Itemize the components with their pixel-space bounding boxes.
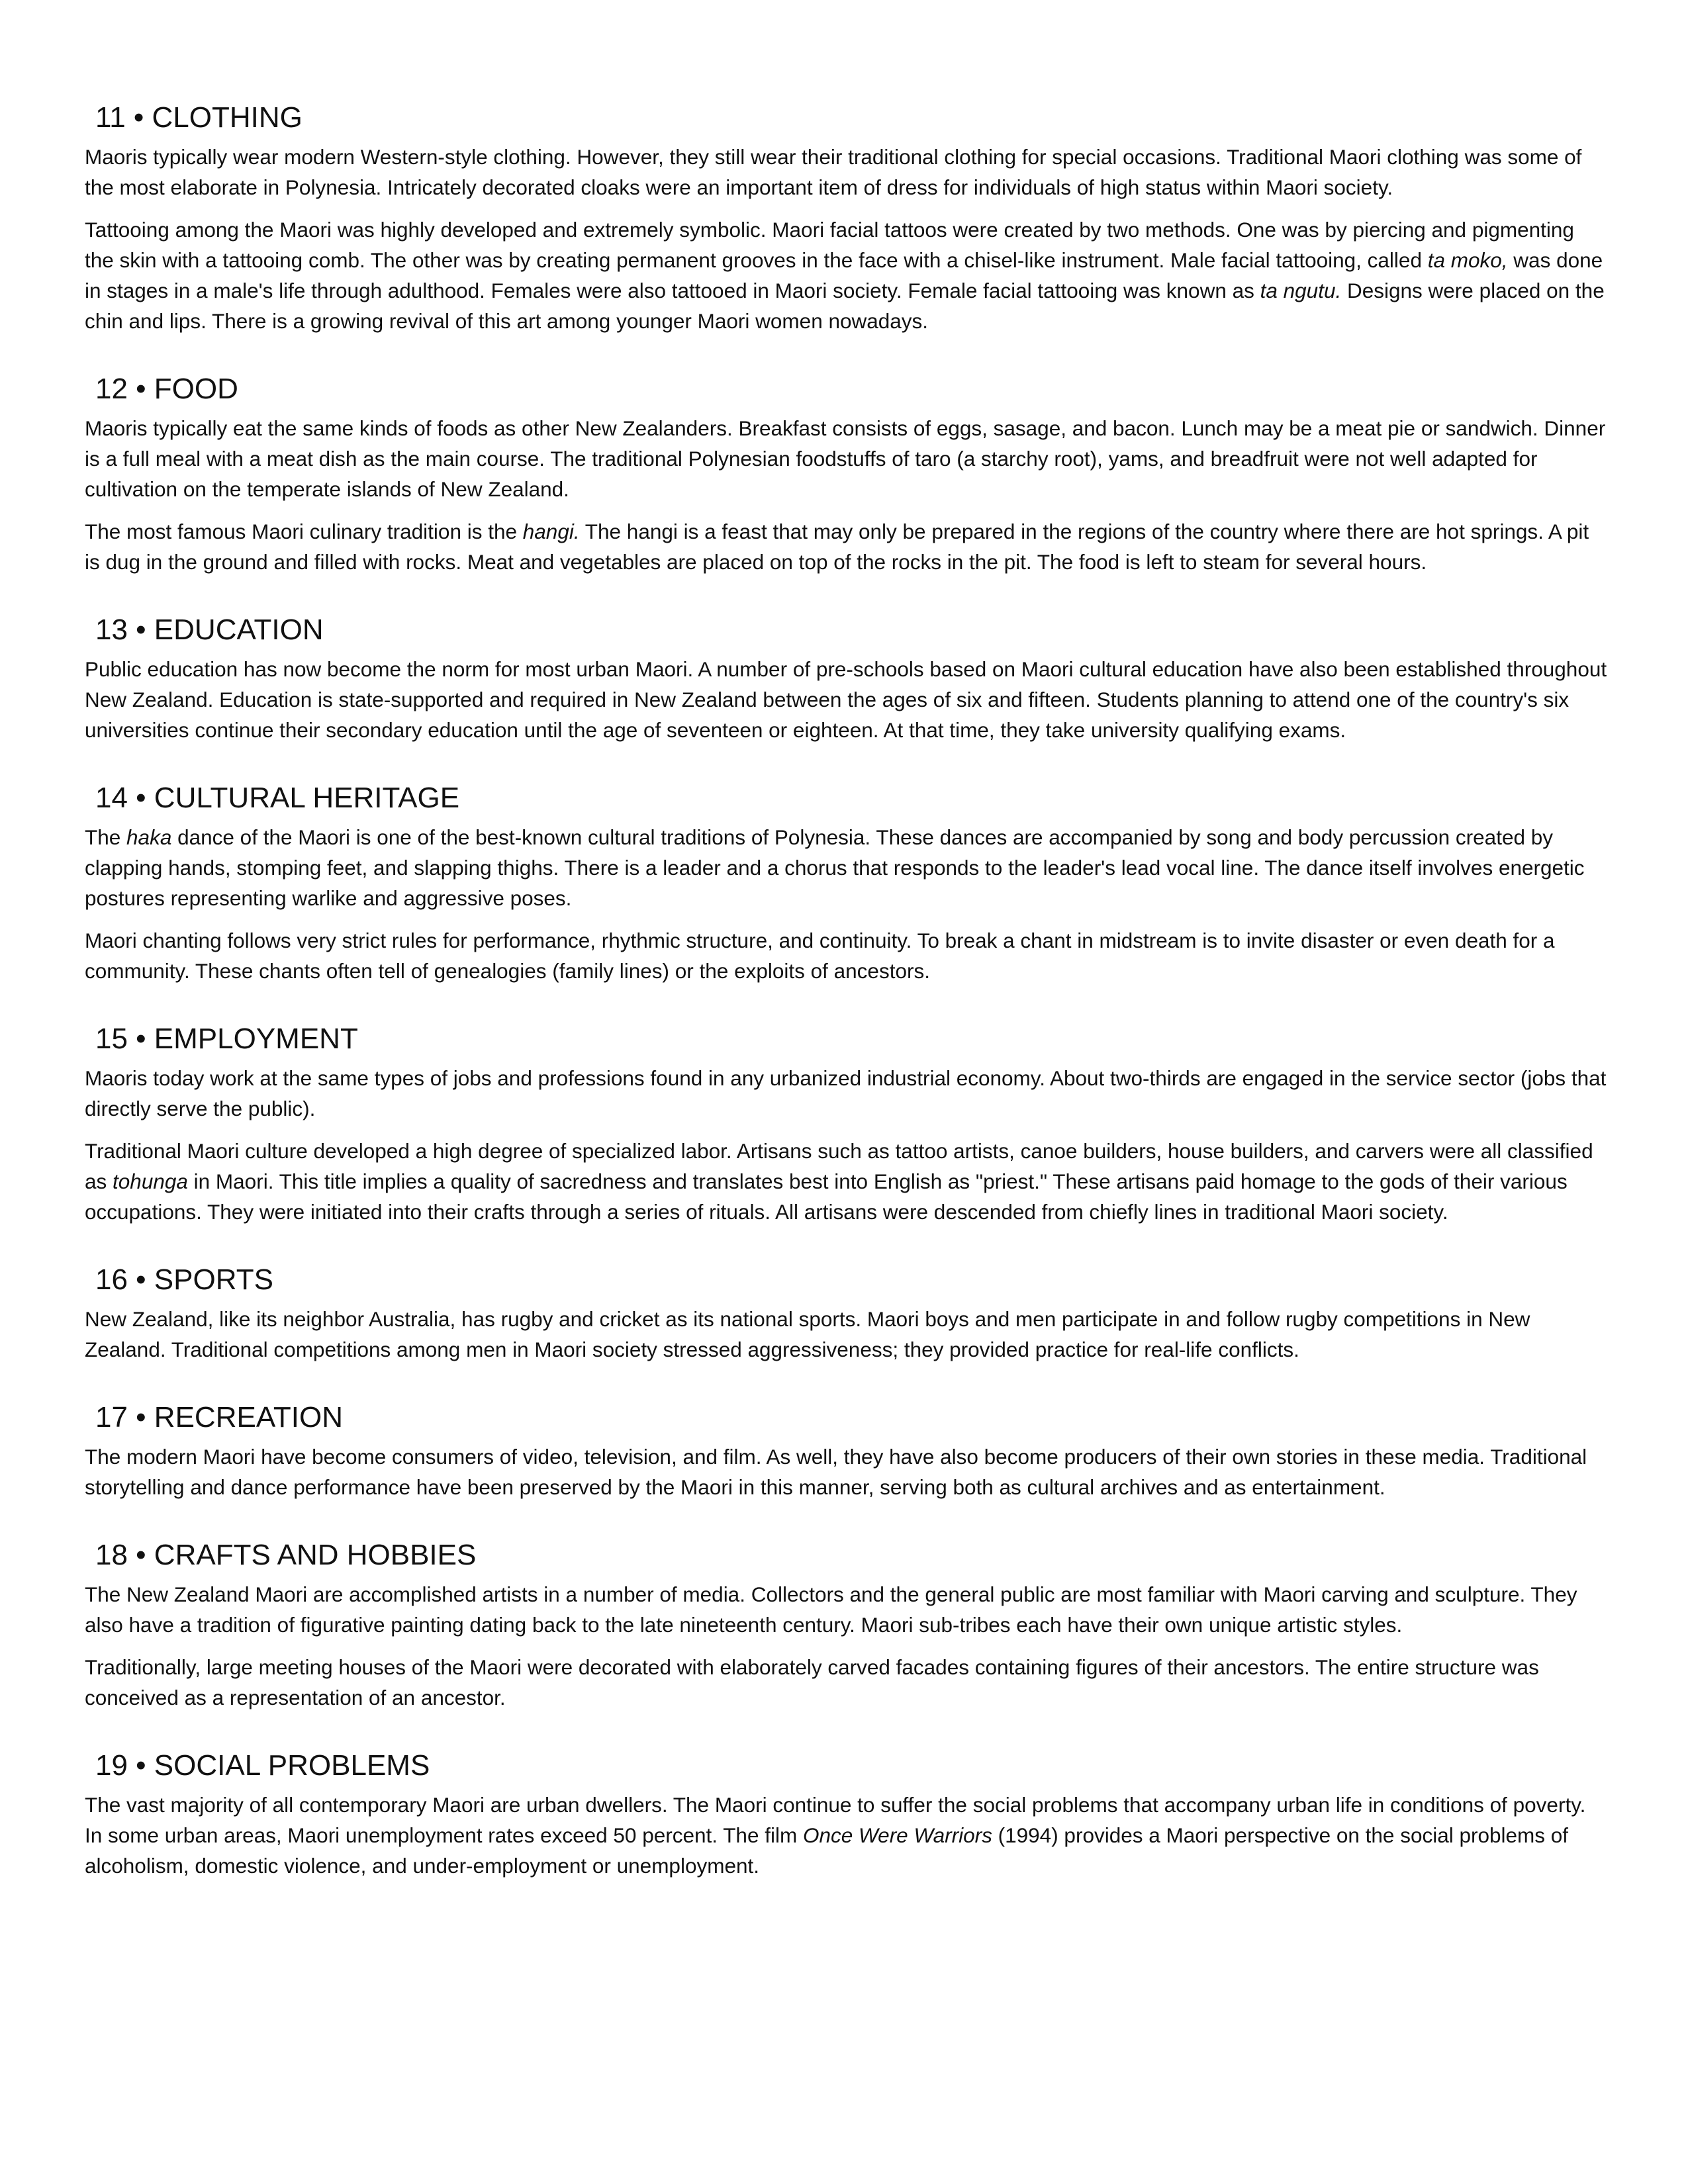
section xyxy=(85,1261,1607,1365)
section-heading: 16 • SPORTS xyxy=(95,1263,273,1296)
text-run: Traditional Maori culture developed a high degree of specialized labor. Artisans such as tattoo artists, canoe builders, house builders, and carvers were all classified as xyxy=(85,1139,1593,1193)
text-run: was done in stages in a male's life through adulthood. Females were also tattooed in Maori society. Female facial tattooing was known as xyxy=(85,248,1603,302)
paragraph xyxy=(85,822,1607,913)
text-run: (1994) provides a Maori perspective on the social problems of alcoholism, domestic violence, and under-employment or unemployment. xyxy=(85,1823,1569,1878)
paragraph xyxy=(85,1441,1607,1502)
section-heading: 13 • EDUCATION xyxy=(95,614,324,646)
text-run: New Zealand, like its neighbor Australia, has rugby and cricket as its national sports. Maori boys and men participate in and follow rugby competitions in New Zealand. Traditional competitions among men in Maori society stressed aggressiveness; they provided practice for real-life conflicts. xyxy=(85,1307,1530,1361)
paragraph xyxy=(85,1063,1607,1124)
paragraph xyxy=(85,925,1607,986)
section xyxy=(85,1747,1607,1881)
italic-term: tohunga xyxy=(113,1169,188,1193)
paragraph xyxy=(85,1136,1607,1227)
text-run: The hangi is a feast that may only be prepared in the regions of the country where there are hot springs. A pit is dug in the ground and filled with rocks. Meat and vegetables are placed on top of the rocks in the pit. The food is left to steam for several hours. xyxy=(85,520,1589,574)
section-heading: 19 • SOCIAL PROBLEMS xyxy=(95,1749,430,1782)
text-run: Maoris typically wear modern Western-style clothing. However, they still wear their traditional clothing for special occasions. Traditional Maori clothing was some of the most elaborate in Polynesia. Intricately decorated cloaks were an important item of dress for individuals of high status within Maori society. xyxy=(85,145,1582,199)
italic-term: haka xyxy=(126,825,172,849)
section xyxy=(85,1537,1607,1713)
text-run: Tattooing among the Maori was highly developed and extremely symbolic. Maori facial tattoos were created by two methods. One was by piercing and pigmenting the skin with a tattooing comb. The other was by creating permanent grooves in the face with a chisel-like instrument. Male facial tattooing, called xyxy=(85,218,1574,272)
section xyxy=(85,99,1607,336)
section-heading: 15 • EMPLOYMENT xyxy=(95,1023,358,1055)
text-run: Maori chanting follows very strict rules for performance, rhythmic structure, and continuity. To break a chant in midstream is to invite disaster or even death for a community. These chants often tell of genealogies (family lines) or the exploits of ancestors. xyxy=(85,929,1555,983)
section-heading: 17 • RECREATION xyxy=(95,1401,343,1433)
text-run: in Maori. This title implies a quality of sacredness and translates best into English as "priest." These artisans paid homage to the gods of their various occupations. They were initiated into their crafts through a series of rituals. All artisans were descended from chiefly lines in traditional Maori society. xyxy=(85,1169,1568,1224)
section-heading: 12 • FOOD xyxy=(95,373,238,405)
paragraph xyxy=(85,1304,1607,1365)
section-heading: 11 • CLOTHING xyxy=(95,101,303,134)
text-run: Traditionally, large meeting houses of the Maori were decorated with elaborately carved facades containing figures of their ancestors. The entire structure was conceived as a representation of an ancestor. xyxy=(85,1655,1539,1709)
paragraph xyxy=(85,214,1607,336)
paragraph xyxy=(85,654,1607,745)
italic-term: ta ngutu. xyxy=(1260,279,1342,302)
text-run: dance of the Maori is one of the best-known cultural traditions of Polynesia. These dances are accompanied by song and body percussion created by clapping hands, stomping feet, and slapping thighs. There is a leader and a chorus that responds to the leader's lead vocal line. The dance itself involves energetic postures representing warlike and aggressive poses. xyxy=(85,825,1585,910)
text-run: Maoris typically eat the same kinds of foods as other New Zealanders. Breakfast consists of eggs, sasage, and bacon. Lunch may be a meat pie or sandwich. Dinner is a full meal with a meat dish as the main course. The traditional Polynesian foodstuffs of taro (a starchy root), yams, and breadfruit were not well adapted for cultivation on the temperate islands of New Zealand. xyxy=(85,416,1606,501)
section-heading: 14 • CULTURAL HERITAGE xyxy=(95,782,460,814)
text-run: The modern Maori have become consumers of video, television, and film. As well, they have also become producers of their own stories in these media. Traditional storytelling and dance performance have been preserved by the Maori in this manner, serving both as cultural archives and as entertainment. xyxy=(85,1445,1587,1499)
section xyxy=(85,780,1607,986)
section xyxy=(85,371,1607,577)
text-run: The vast majority of all contemporary Maori are urban dwellers. The Maori continue to suffer the social problems that accompany urban life in conditions of poverty. In some urban areas, Maori unemployment rates exceed 50 percent. The film xyxy=(85,1793,1586,1847)
text-run: The xyxy=(85,825,127,849)
section xyxy=(85,612,1607,745)
document-body xyxy=(85,99,1607,1915)
italic-term: Once Were Warriors xyxy=(802,1823,992,1847)
section-heading: 18 • CRAFTS AND HOBBIES xyxy=(95,1539,477,1571)
paragraph xyxy=(85,413,1607,504)
paragraph xyxy=(85,142,1607,203)
text-run: Maoris today work at the same types of jobs and professions found in any urbanized industrial economy. About two-thirds are engaged in the service sector (jobs that directly serve the public). xyxy=(85,1066,1607,1120)
text-run: The New Zealand Maori are accomplished artists in a number of media. Collectors and the general public are most familiar with Maori carving and sculpture. They also have a tradition of figurative painting dating back to the late nineteenth century. Maori sub-tribes each have their own unique artistic styles. xyxy=(85,1582,1577,1637)
paragraph xyxy=(85,1790,1607,1881)
text-run: Designs were placed on the chin and lips. There is a growing revival of this art among younger Maori women nowadays. xyxy=(85,279,1605,333)
section xyxy=(85,1021,1607,1227)
text-run: The most famous Maori culinary tradition is the xyxy=(85,520,523,543)
section xyxy=(85,1399,1607,1502)
italic-term: ta moko, xyxy=(1427,248,1508,272)
italic-term: hangi. xyxy=(522,520,580,543)
paragraph xyxy=(85,1652,1607,1713)
text-run: Public education has now become the norm for most urban Maori. A number of pre-schools based on Maori cultural education have also been established throughout New Zealand. Education is state-supported and required in New Zealand between the ages of six and fifteen. Students planning to attend one of the country's six universities continue their secondary education until the age of seventeen or eighteen. At that time, they take university qualifying exams. xyxy=(85,657,1607,742)
paragraph xyxy=(85,1579,1607,1640)
paragraph xyxy=(85,516,1607,577)
